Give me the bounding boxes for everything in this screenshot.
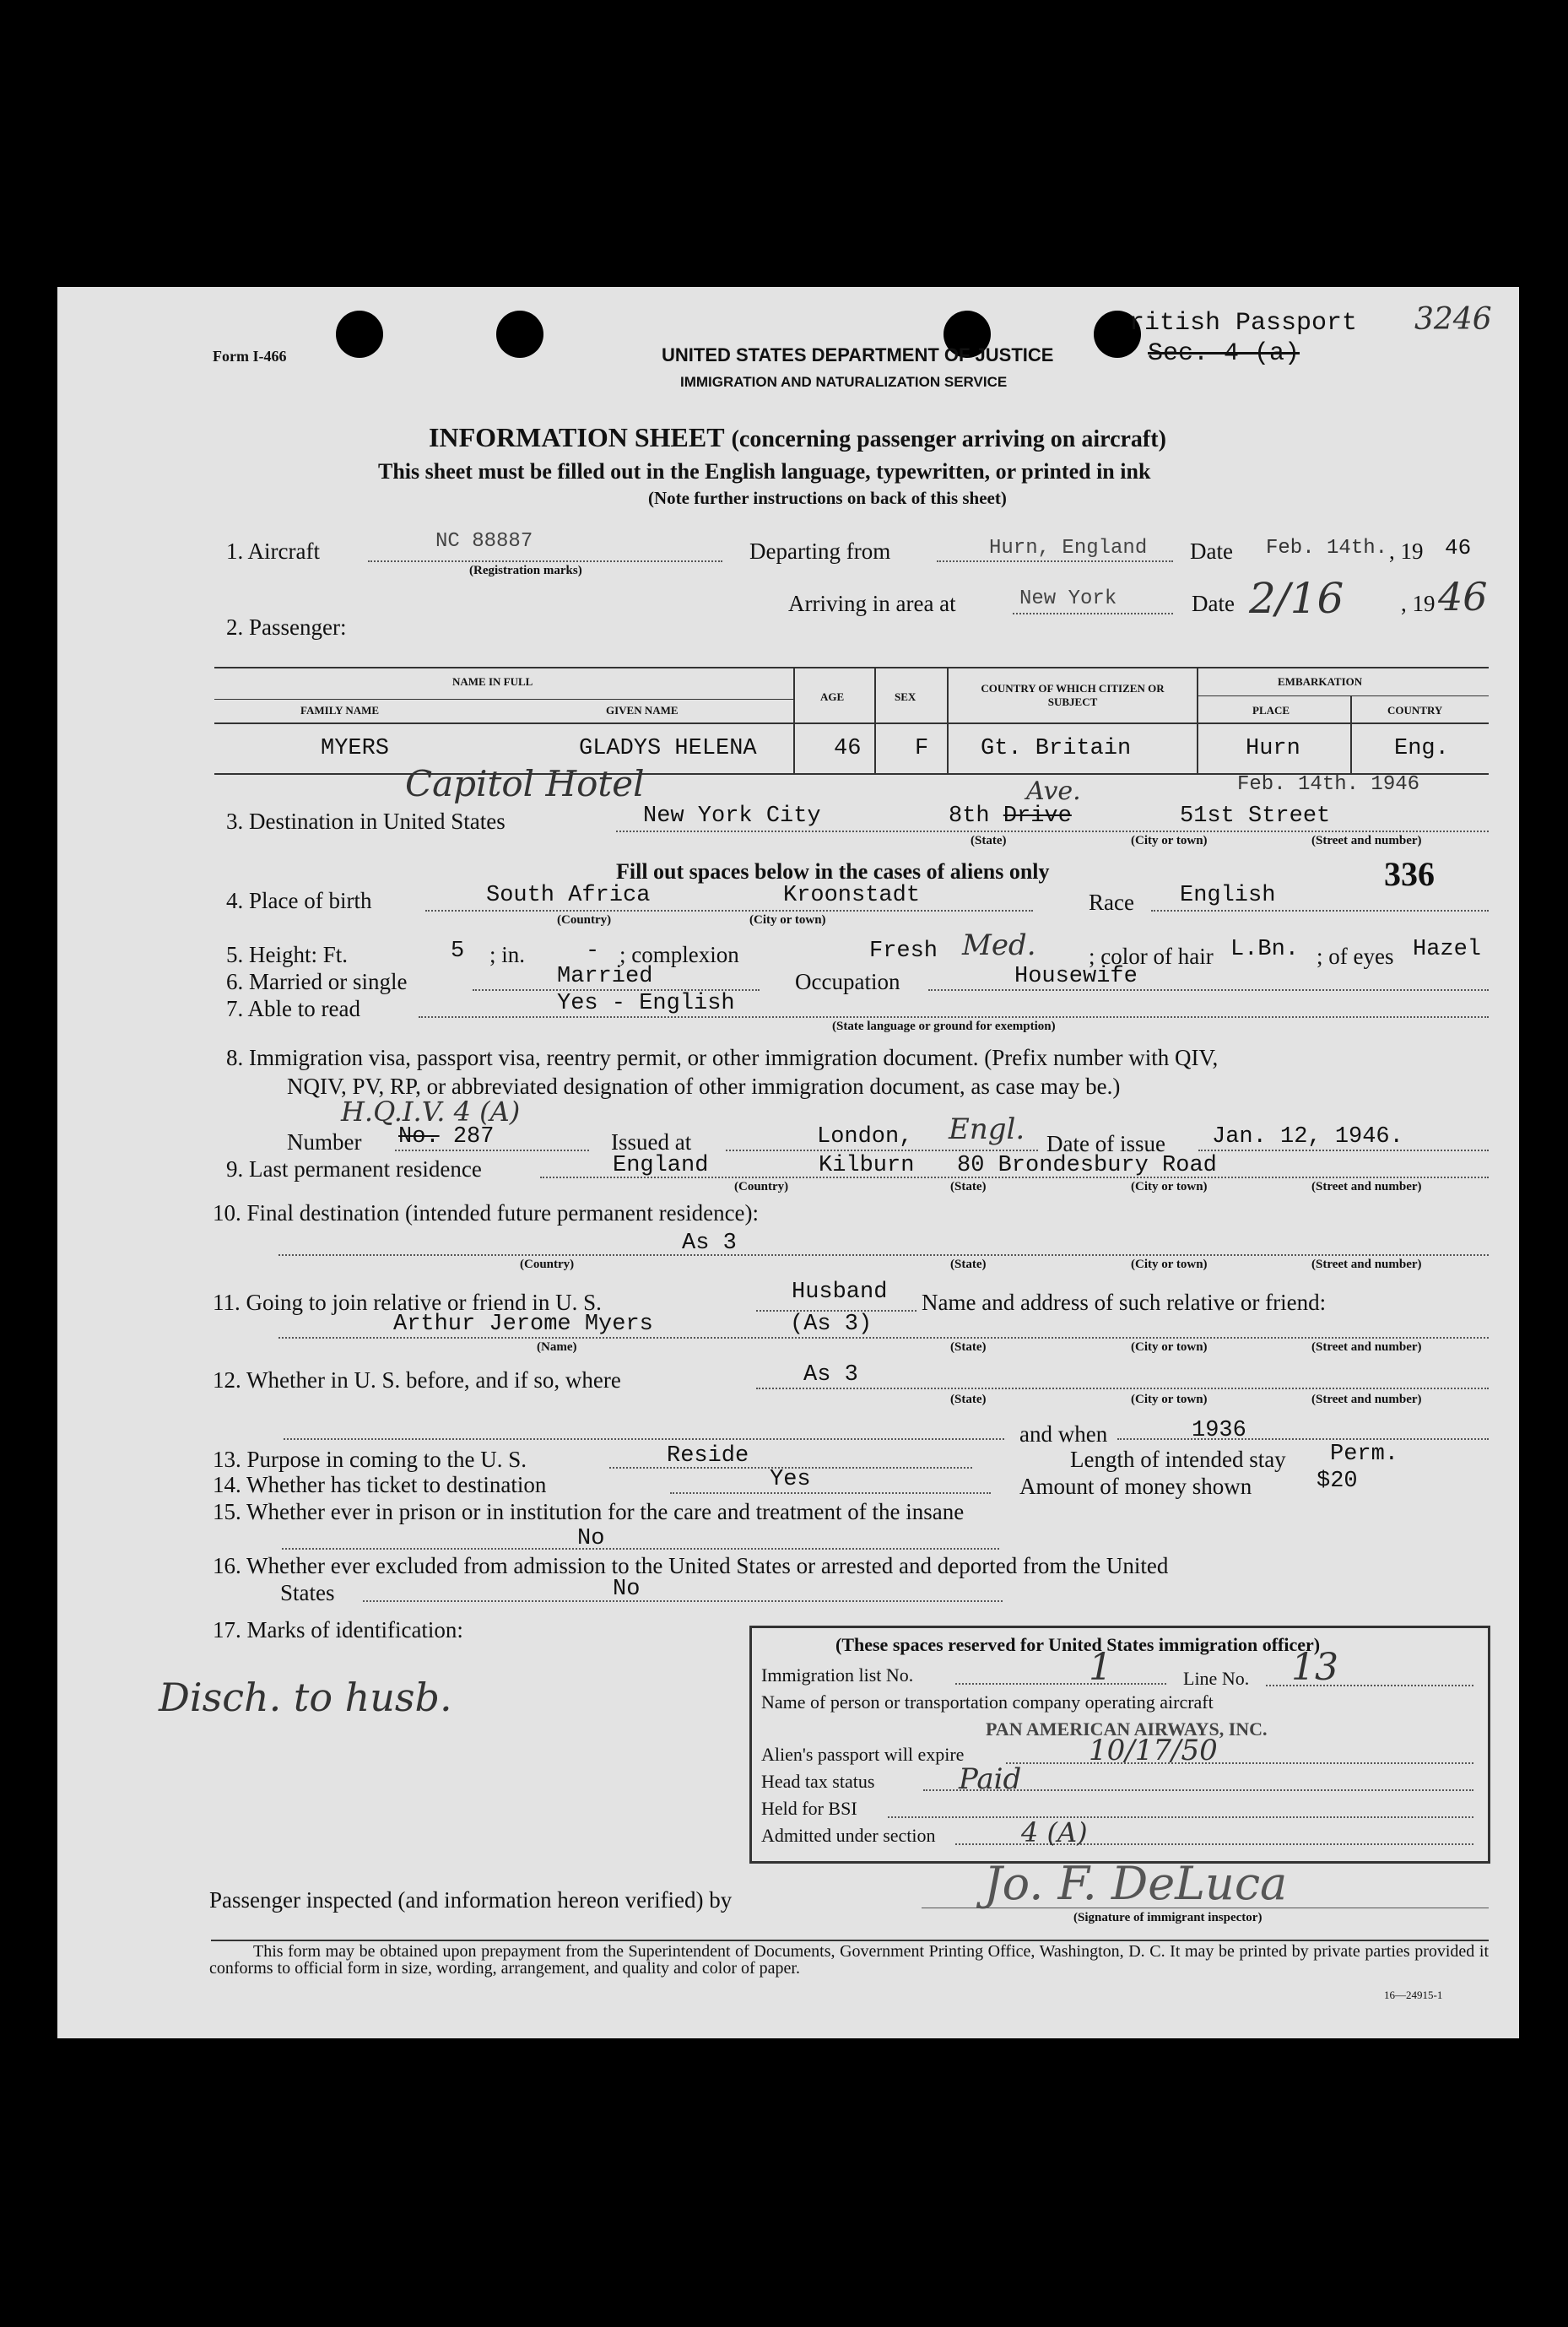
arriving-label: Arriving in area at bbox=[788, 591, 956, 616]
res-state-value: Kilburn bbox=[819, 1153, 915, 1178]
final-state-caption: (State) bbox=[950, 1258, 987, 1271]
admitted-value: 4 (A) bbox=[1021, 1816, 1088, 1848]
birth-country-caption: (Country) bbox=[557, 913, 612, 927]
issued-handwriting: Engl. bbox=[949, 1112, 1025, 1146]
aircraft-value: NC 88887 bbox=[435, 530, 533, 553]
family-name-value: MYERS bbox=[321, 736, 390, 761]
q11-label: 11. Going to join relative or friend in U. S. bbox=[213, 1290, 602, 1315]
q9-label: 9. Last permanent residence bbox=[226, 1156, 482, 1182]
section-annotation: Sec. 4 (a) bbox=[1148, 339, 1300, 368]
depart-date-value: Feb. 14th. bbox=[1266, 537, 1388, 560]
final-dest-value: As 3 bbox=[682, 1231, 737, 1256]
res-country-caption: (Country) bbox=[734, 1180, 789, 1193]
final-dest-line bbox=[278, 1254, 1489, 1256]
destination-line bbox=[616, 831, 1489, 832]
prison-value: No bbox=[577, 1526, 605, 1551]
read-value: Yes - English bbox=[557, 991, 735, 1016]
held-bsi-line bbox=[888, 1816, 1473, 1818]
q12-label: 12. Whether in U. S. before, and if so, where bbox=[213, 1367, 621, 1393]
state-language-caption: (State language or ground for exemption) bbox=[832, 1020, 1056, 1033]
eyes-value: Hazel bbox=[1413, 937, 1482, 962]
relative-city-caption: (City or town) bbox=[1131, 1340, 1208, 1354]
header-place: PLACE bbox=[1252, 704, 1290, 717]
dest-city-value bbox=[949, 804, 1072, 829]
table-col-rule bbox=[874, 667, 876, 773]
when-line bbox=[1117, 1438, 1489, 1440]
length-stay-value: Perm. bbox=[1330, 1442, 1399, 1467]
head-tax-label: Head tax status bbox=[761, 1771, 875, 1792]
header-family-name: FAMILY NAME bbox=[300, 704, 380, 717]
title-main: INFORMATION SHEET bbox=[429, 422, 725, 452]
state-caption: (State) bbox=[971, 834, 1007, 847]
q15-label: 15. Whether ever in prison or in institution for the care and treatment of the insane bbox=[213, 1499, 965, 1524]
punch-hole bbox=[496, 311, 543, 358]
us-before-line bbox=[756, 1388, 1489, 1389]
header-name-in-full: NAME IN FULL bbox=[452, 675, 533, 688]
q2-label: 2. Passenger: bbox=[226, 614, 347, 640]
birth-city-caption: (City or town) bbox=[749, 913, 826, 927]
q13-label: 13. Purpose in coming to the U. S. bbox=[213, 1447, 527, 1472]
race-label: Race bbox=[1089, 890, 1134, 915]
title-sub: (concerning passenger arriving on aircraft) bbox=[731, 426, 1166, 452]
q11-name-address-label: Name and address of such relative or friend: bbox=[922, 1290, 1327, 1315]
table-col-rule bbox=[793, 667, 795, 773]
excluded-value: No bbox=[613, 1577, 641, 1602]
birth-line bbox=[425, 910, 1033, 912]
q8-label-line1: 8. Immigration visa, passport visa, reentry permit, or other immigration document. (Prefix number with QIV, bbox=[226, 1045, 1219, 1070]
punch-hole bbox=[336, 311, 383, 358]
inspector-signature: Jo. F. DeLuca bbox=[984, 1857, 1288, 1910]
race-line bbox=[1151, 910, 1489, 912]
hotel-handwriting: Capitol Hotel bbox=[405, 763, 645, 804]
operator-label: Name of person or transportation company operating aircraft bbox=[761, 1691, 1214, 1713]
when-value: 1936 bbox=[1192, 1418, 1246, 1443]
footer-text: This form may be obtained upon prepayment from the Superintendent of Documents, Government Printing Office, Washington, D. C. It may be printed by private parties provided it conforms to official form in size, wording, arrangement, and quality and color of paper. bbox=[209, 1942, 1489, 1978]
issued-line bbox=[726, 1150, 1038, 1151]
us-before-value: As 3 bbox=[803, 1362, 858, 1388]
city-caption: (City or town) bbox=[1131, 834, 1208, 847]
q16-label-line2: States bbox=[280, 1580, 335, 1605]
departing-line bbox=[937, 560, 1173, 562]
table-sub-rule bbox=[214, 699, 793, 700]
registration-caption: (Registration marks) bbox=[469, 564, 582, 577]
q17-label: 17. Marks of identification: bbox=[213, 1617, 463, 1642]
dest-city-pre: 8th bbox=[949, 804, 990, 829]
instruction-text: This sheet must be filled out in the English language, typewritten, or printed in ink bbox=[378, 459, 1151, 484]
header-country: COUNTRY bbox=[1387, 704, 1443, 717]
hair-label: ; color of hair bbox=[1089, 944, 1214, 969]
arriving-value: New York bbox=[1019, 587, 1117, 610]
number-label: Number bbox=[287, 1129, 362, 1155]
service-name: IMMIGRATION AND NATURALIZATION SERVICE bbox=[680, 374, 1008, 390]
date-issue-line bbox=[1198, 1150, 1489, 1151]
us-state-caption: (State) bbox=[950, 1393, 987, 1406]
relative-addr-value: (As 3) bbox=[790, 1312, 873, 1337]
us-extra-line bbox=[284, 1438, 1004, 1440]
res-city-value: 80 Brondesbury Road bbox=[957, 1153, 1217, 1178]
aliens-only-heading: Fill out spaces below in the cases of aliens only bbox=[616, 859, 1050, 884]
us-city-caption: (City or town) bbox=[1131, 1393, 1208, 1406]
department-name: UNITED STATES DEPARTMENT OF JUSTICE bbox=[662, 344, 1054, 365]
us-street-caption: (Street and number) bbox=[1311, 1393, 1422, 1406]
footer-rule bbox=[211, 1940, 1489, 1941]
q1-label: 1. Aircraft bbox=[226, 538, 320, 564]
complexion-handwriting: Med. bbox=[962, 928, 1036, 962]
relative-name-value: Arthur Jerome Myers bbox=[393, 1312, 653, 1337]
aircraft-line bbox=[368, 560, 722, 562]
q7-label: 7. Able to read bbox=[226, 996, 360, 1021]
arrive-year-value: 46 bbox=[1438, 574, 1488, 620]
excluded-line bbox=[363, 1600, 1003, 1602]
height-ft-value: 5 bbox=[451, 939, 465, 964]
sex-value: F bbox=[915, 736, 929, 761]
final-street-caption: (Street and number) bbox=[1311, 1258, 1422, 1271]
departing-value: Hurn, England bbox=[989, 537, 1148, 560]
passport-expire-label: Alien's passport will expire bbox=[761, 1744, 965, 1765]
occupation-label: Occupation bbox=[795, 969, 900, 994]
citizen-value: Gt. Britain bbox=[981, 736, 1132, 761]
depart-date-label: Date bbox=[1190, 538, 1233, 564]
table-col-rule bbox=[1197, 667, 1198, 773]
line-no-label: Line No. bbox=[1183, 1668, 1250, 1689]
arrive-date-value: 2/16 bbox=[1249, 574, 1344, 623]
header-embarkation: EMBARKATION bbox=[1278, 675, 1363, 688]
departing-label: Departing from bbox=[749, 538, 891, 564]
date-issue-value: Jan. 12, 1946. bbox=[1212, 1124, 1403, 1150]
issued-at-value: London, bbox=[817, 1124, 913, 1150]
read-line bbox=[419, 1016, 1489, 1018]
passport-expire-value: 10/17/50 bbox=[1089, 1734, 1218, 1767]
prison-line bbox=[282, 1548, 999, 1550]
length-stay-label: Length of intended stay bbox=[1070, 1447, 1286, 1472]
issued-at-label: Issued at bbox=[611, 1129, 692, 1155]
hair-value: L.Bn. bbox=[1230, 937, 1300, 962]
arrive-date-label: Date bbox=[1192, 591, 1235, 616]
table-top-rule bbox=[214, 667, 1489, 668]
visa-handwriting: H.Q.I.V. 4 (A) bbox=[341, 1096, 521, 1128]
form-number: Form I-466 bbox=[213, 348, 287, 365]
q3-label: 3. Destination in United States bbox=[226, 809, 506, 834]
embark-country-value: Eng. bbox=[1394, 736, 1449, 761]
final-country-caption: (Country) bbox=[520, 1258, 575, 1271]
relative-value: Husband bbox=[792, 1280, 888, 1305]
arrive-year-label: , 19 bbox=[1401, 591, 1436, 616]
passport-annotation: ritish Passport bbox=[1129, 309, 1358, 338]
imm-list-label: Immigration list No. bbox=[761, 1664, 914, 1686]
q14-label: 14. Whether has ticket to destination bbox=[213, 1472, 547, 1497]
depart-year-value: 46 bbox=[1445, 535, 1472, 560]
depart-year-label: , 19 bbox=[1389, 538, 1424, 564]
street-caption: (Street and number) bbox=[1311, 834, 1422, 847]
q16-label-line1: 16. Whether ever excluded from admission to the United States or arrested and deported from the United bbox=[213, 1553, 1169, 1578]
ticket-line bbox=[670, 1492, 991, 1494]
res-state-caption: (State) bbox=[950, 1180, 987, 1193]
number-value bbox=[398, 1124, 494, 1150]
and-when-label: and when bbox=[1019, 1421, 1108, 1447]
stamp-number: 336 bbox=[1384, 855, 1435, 893]
passport-expire-line bbox=[1006, 1762, 1473, 1764]
table-col-rule bbox=[1350, 695, 1352, 773]
table-header-rule bbox=[214, 722, 1489, 724]
occupation-line bbox=[928, 989, 1489, 991]
table-sub-rule bbox=[1197, 695, 1489, 696]
number-line bbox=[395, 1150, 589, 1151]
money-label: Amount of money shown bbox=[1019, 1474, 1252, 1499]
married-value: Married bbox=[557, 964, 653, 989]
birth-city-value: Kroonstadt bbox=[783, 883, 921, 908]
occupation-value: Housewife bbox=[1014, 964, 1138, 989]
number-digits: 287 bbox=[452, 1124, 495, 1150]
line-no-value: 13 bbox=[1291, 1646, 1338, 1689]
relative-name-line bbox=[278, 1337, 1489, 1339]
embark-date-note: Feb. 14th. 1946 bbox=[1237, 773, 1420, 796]
height-in-value: - bbox=[586, 939, 600, 964]
footer-code: 16—24915-1 bbox=[1384, 1989, 1443, 2001]
q4-label: 4. Place of birth bbox=[226, 888, 372, 913]
header-age: AGE bbox=[820, 690, 845, 703]
complexion-label: ; complexion bbox=[619, 942, 739, 967]
header-sex: SEX bbox=[895, 690, 916, 703]
ticket-value: Yes bbox=[770, 1467, 811, 1492]
dest-street-value: 51st Street bbox=[1180, 804, 1331, 829]
table-col-rule bbox=[947, 667, 949, 773]
race-value: English bbox=[1180, 883, 1276, 908]
birth-country-value: South Africa bbox=[486, 883, 651, 908]
q6-label: 6. Married or single bbox=[226, 969, 408, 994]
admitted-label: Admitted under section bbox=[761, 1825, 936, 1846]
eyes-label: ; of eyes bbox=[1317, 944, 1394, 969]
held-bsi-label: Held for BSI bbox=[761, 1798, 857, 1819]
imm-list-value: 1 bbox=[1089, 1646, 1112, 1689]
in-label: ; in. bbox=[489, 942, 526, 967]
relative-street-caption: (Street and number) bbox=[1311, 1340, 1422, 1354]
dest-city-struck: Drive bbox=[1003, 804, 1072, 829]
number-struck: No. bbox=[398, 1124, 440, 1150]
age-value: 46 bbox=[834, 736, 862, 761]
header-given-name: GIVEN NAME bbox=[606, 704, 679, 717]
passport-annotation-number: 3246 bbox=[1414, 302, 1492, 337]
signature-caption: (Signature of immigrant inspector) bbox=[1073, 1911, 1263, 1924]
q10-label: 10. Final destination (intended future permanent residence): bbox=[213, 1200, 760, 1226]
money-value: $20 bbox=[1317, 1469, 1358, 1494]
marks-handwriting: Disch. to husb. bbox=[159, 1675, 452, 1720]
q5-label: 5. Height: Ft. bbox=[226, 942, 349, 967]
inspected-label: Passenger inspected (and information hereon verified) by bbox=[209, 1887, 733, 1913]
page-title bbox=[429, 422, 1166, 453]
instruction-note: (Note further instructions on back of this sheet) bbox=[648, 488, 1007, 508]
relative-state-caption: (State) bbox=[950, 1340, 987, 1354]
arriving-line bbox=[1013, 613, 1173, 614]
res-country-value: England bbox=[613, 1153, 709, 1178]
date-issue-label: Date of issue bbox=[1046, 1131, 1165, 1156]
final-city-caption: (City or town) bbox=[1131, 1258, 1208, 1271]
res-city-caption: (City or town) bbox=[1131, 1180, 1208, 1193]
complexion-value: Fresh bbox=[869, 939, 938, 964]
head-tax-value: Paid bbox=[959, 1762, 1022, 1796]
purpose-value: Reside bbox=[667, 1443, 749, 1469]
operator-value: PAN AMERICAN AIRWAYS, INC. bbox=[986, 1718, 1268, 1740]
relative-name-caption: (Name) bbox=[537, 1340, 577, 1354]
ave-handwriting: Ave. bbox=[1026, 777, 1081, 806]
given-name-value: GLADYS HELENA bbox=[579, 736, 757, 761]
officer-box-title: (These spaces reserved for United States immigration officer) bbox=[835, 1634, 1321, 1655]
res-street-caption: (Street and number) bbox=[1311, 1180, 1422, 1193]
embark-place-value: Hurn bbox=[1246, 736, 1300, 761]
imm-list-line bbox=[955, 1683, 1166, 1685]
dest-state-value: New York City bbox=[643, 804, 821, 829]
q8-label-line2: NQIV, PV, RP, or abbreviated designation of other immigration document, as case may be.) bbox=[287, 1074, 1121, 1099]
header-citizen: COUNTRY OF WHICH CITIZEN OR SUBJECT bbox=[981, 682, 1165, 708]
